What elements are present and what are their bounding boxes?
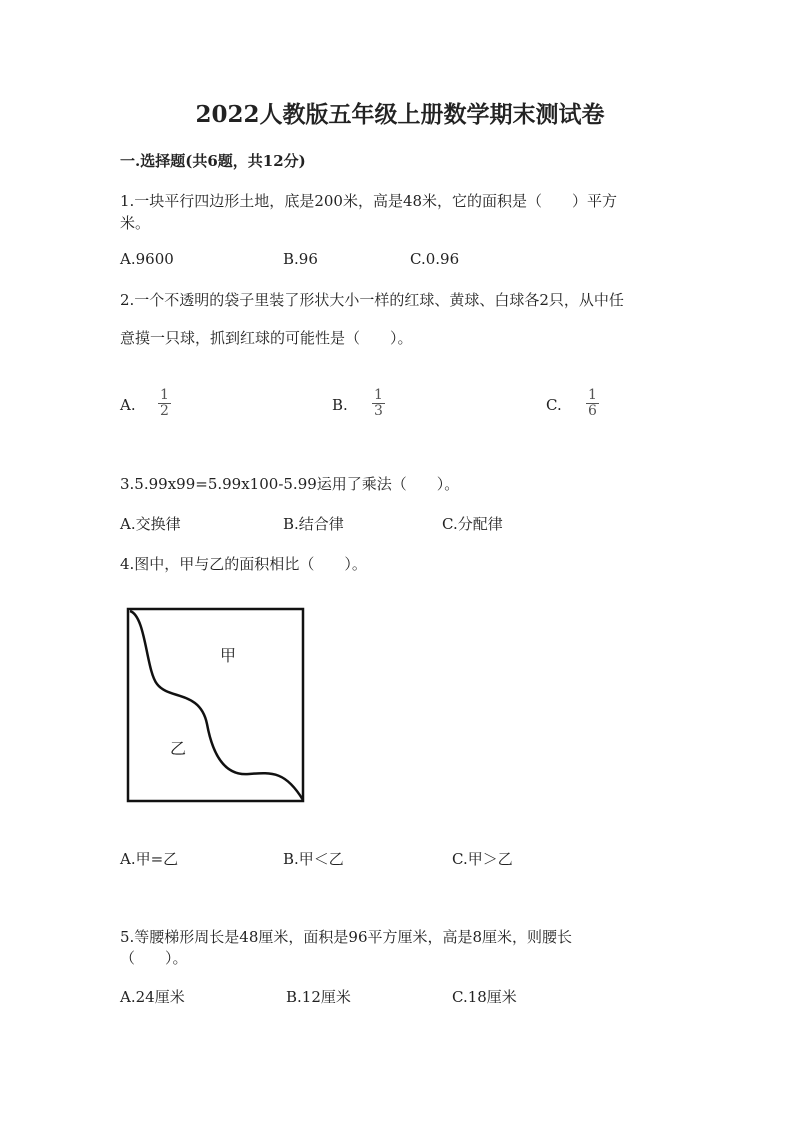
fraction-numerator: 1 bbox=[374, 387, 383, 403]
fraction-denominator: 3 bbox=[374, 403, 383, 419]
question-4-line-1: 4.图中，甲与乙的面积相比（ ）。 bbox=[120, 555, 367, 573]
fraction-denominator: 2 bbox=[160, 403, 169, 419]
question-2-option-b-label: B. bbox=[332, 396, 348, 414]
fraction-numerator: 1 bbox=[588, 387, 597, 403]
question-4-option-b: B.甲＜乙 bbox=[283, 850, 344, 868]
question-1-line-2: 米。 bbox=[120, 214, 151, 232]
page-title: 2022人教版五年级上册数学期末测试卷 bbox=[195, 101, 605, 128]
figure-square bbox=[128, 609, 303, 801]
question-1-option-c: C.0.96 bbox=[410, 250, 460, 268]
question-1-option-b: B.96 bbox=[283, 250, 318, 268]
question-2-option-a-fraction bbox=[158, 388, 171, 419]
question-2-line-1: 2.一个不透明的袋子里装了形状大小一样的红球、黄球、白球各2只，从中任 bbox=[120, 291, 624, 309]
figure-label-jia: 甲 bbox=[220, 646, 237, 665]
question-3-line-1: 3.5.99x99=5.99x100-5.99运用了乘法（ ）。 bbox=[120, 475, 460, 493]
question-3-option-c: C.分配律 bbox=[442, 515, 503, 533]
question-2-option-b-fraction bbox=[372, 388, 385, 419]
question-5-option-c: C.18厘米 bbox=[452, 988, 517, 1006]
question-2-line-2: 意摸一只球，抓到红球的可能性是（ ）。 bbox=[120, 329, 413, 347]
question-5-option-b: B.12厘米 bbox=[286, 988, 351, 1006]
question-4-option-c: C.甲＞乙 bbox=[452, 850, 513, 868]
question-5-line-1: 5.等腰梯形周长是48厘米，面积是96平方厘米，高是8厘米，则腰长 bbox=[120, 928, 573, 946]
question-1-option-a: A.9600 bbox=[120, 250, 174, 268]
question-4-option-a: A.甲=乙 bbox=[120, 850, 179, 868]
figure-label-yi: 乙 bbox=[170, 739, 187, 758]
figure-curve bbox=[130, 611, 303, 800]
section-heading: 一.选择题(共6题，共12分) bbox=[120, 152, 306, 170]
question-1-line-1: 1.一块平行四边形土地，底是200米，高是48米，它的面积是（ ）平方 bbox=[120, 192, 618, 210]
question-3-option-b: B.结合律 bbox=[283, 515, 344, 533]
question-4-figure bbox=[120, 600, 320, 810]
fraction-denominator: 6 bbox=[588, 403, 597, 419]
fraction-numerator: 1 bbox=[160, 387, 169, 403]
question-2-option-a-label: A. bbox=[120, 396, 136, 414]
question-5-line-2: （ ）。 bbox=[120, 949, 188, 967]
question-2-option-c-fraction bbox=[586, 388, 599, 419]
question-3-option-a: A.交换律 bbox=[120, 515, 181, 533]
question-2-option-c-label: C. bbox=[546, 396, 562, 414]
question-5-option-a: A.24厘米 bbox=[120, 988, 185, 1006]
